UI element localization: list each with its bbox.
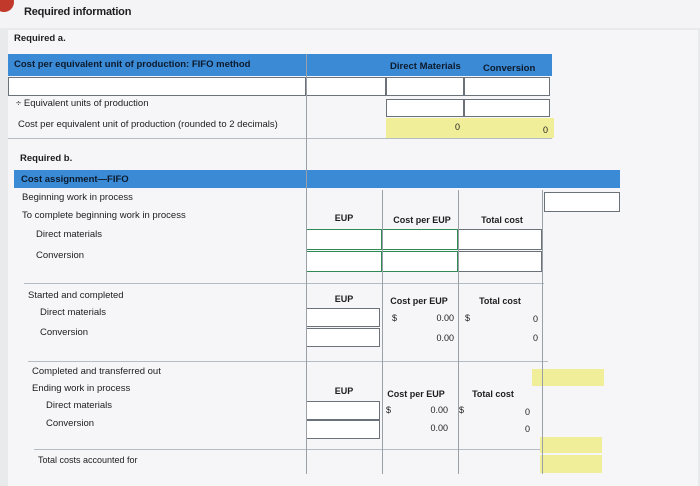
beg-dm-total-input[interactable]	[458, 229, 542, 250]
total-costs-accounted-total	[540, 455, 602, 473]
column-divider	[542, 190, 543, 474]
required-information-title: Required information	[24, 6, 132, 18]
started-dm-label: Direct materials	[40, 307, 106, 318]
beg-conv-label: Conversion	[36, 250, 85, 261]
part-a-row-input-label[interactable]	[8, 77, 306, 96]
ending-dm-cost: 0.00	[430, 405, 448, 415]
total-costs-accounted-label: Total costs accounted for	[38, 455, 138, 465]
started-conv-cost: 0.00	[436, 333, 454, 343]
started-dm-dollar: $	[392, 313, 398, 323]
part-a-dm-value: 0	[454, 122, 460, 132]
part-a-dm-eup-input[interactable]	[386, 99, 464, 117]
col-cost-per-eup: Cost per EUP	[393, 215, 451, 225]
ending-wip-label: Ending work in process	[32, 383, 131, 394]
ending-conv-eup-input[interactable]	[306, 420, 380, 439]
ending-dm-eup-input[interactable]	[306, 401, 380, 420]
beg-conv-eup-input[interactable]	[306, 251, 382, 272]
started-completed-label: Started and completed	[28, 290, 124, 301]
part-a-dm-cost-input[interactable]	[386, 77, 464, 96]
part-a-conv-value: 0	[542, 125, 548, 135]
divider	[8, 138, 552, 139]
ending-dm-total-dollar: $	[459, 405, 465, 415]
started-dm-total: 0	[532, 314, 538, 324]
ending-wip-total	[540, 437, 602, 453]
ending-conv-cost: 0.00	[430, 423, 448, 433]
ending-conv-label: Conversion	[46, 418, 95, 429]
ending-dm-dollar: $	[386, 405, 392, 415]
started-dm-total-dollar: $	[465, 313, 471, 323]
ending-dm-label: Direct materials	[46, 400, 112, 411]
started-dm-cost: 0.00	[436, 313, 454, 323]
ending-dm-total: 0	[524, 407, 530, 417]
part-a-conv-cost-input[interactable]	[464, 77, 550, 96]
started-col-cost-per-eup: Cost per EUP	[390, 296, 448, 306]
column-divider	[458, 190, 459, 474]
started-col-total-cost: Total cost	[479, 296, 521, 306]
part-a-title: Cost per equivalent unit of production: FIFO method	[14, 59, 251, 70]
part-a-conv-eup-input[interactable]	[464, 99, 550, 117]
column-divider	[382, 190, 383, 474]
beg-conv-cost-input[interactable]	[382, 251, 458, 272]
col-conversion: Conversion	[483, 63, 536, 74]
ending-conv-total: 0	[524, 424, 530, 434]
col-eup: EUP	[334, 213, 354, 223]
started-conv-eup-input[interactable]	[306, 328, 380, 347]
started-conv-total: 0	[532, 333, 538, 343]
ending-col-eup: EUP	[334, 386, 354, 396]
divider	[28, 361, 548, 362]
column-divider	[306, 54, 307, 474]
divider	[34, 449, 540, 450]
col-total-cost: Total cost	[481, 215, 523, 225]
completed-transferred-label: Completed and transferred out	[32, 366, 161, 377]
part-a-row-input-blank[interactable]	[306, 77, 386, 96]
part-b-top-right-input[interactable]	[544, 192, 620, 212]
beg-dm-eup-input[interactable]	[306, 229, 382, 250]
required-a-label: Required a.	[14, 33, 66, 44]
started-dm-eup-input[interactable]	[306, 308, 380, 327]
col-direct-materials: Direct Materials	[390, 61, 461, 72]
part-b-title: Cost assignment—FIFO	[21, 174, 129, 185]
cost-per-eu-label: Cost per equivalent unit of production (rounded to 2 decimals)	[18, 119, 278, 130]
started-conv-label: Conversion	[40, 327, 89, 338]
beginning-wip-label: Beginning work in process	[22, 192, 133, 203]
ending-col-cost-per-eup: Cost per EUP	[387, 389, 445, 399]
required-b-label: Required b.	[20, 153, 73, 164]
ending-col-total-cost: Total cost	[472, 389, 514, 399]
beg-dm-cost-input[interactable]	[382, 229, 458, 250]
beg-dm-label: Direct materials	[36, 229, 102, 240]
started-col-eup: EUP	[334, 294, 354, 304]
to-complete-label: To complete beginning work in process	[22, 210, 186, 221]
eup-divide-label: ÷ Equivalent units of production	[16, 98, 149, 109]
beg-conv-total-input[interactable]	[458, 251, 542, 272]
divider	[24, 283, 544, 284]
